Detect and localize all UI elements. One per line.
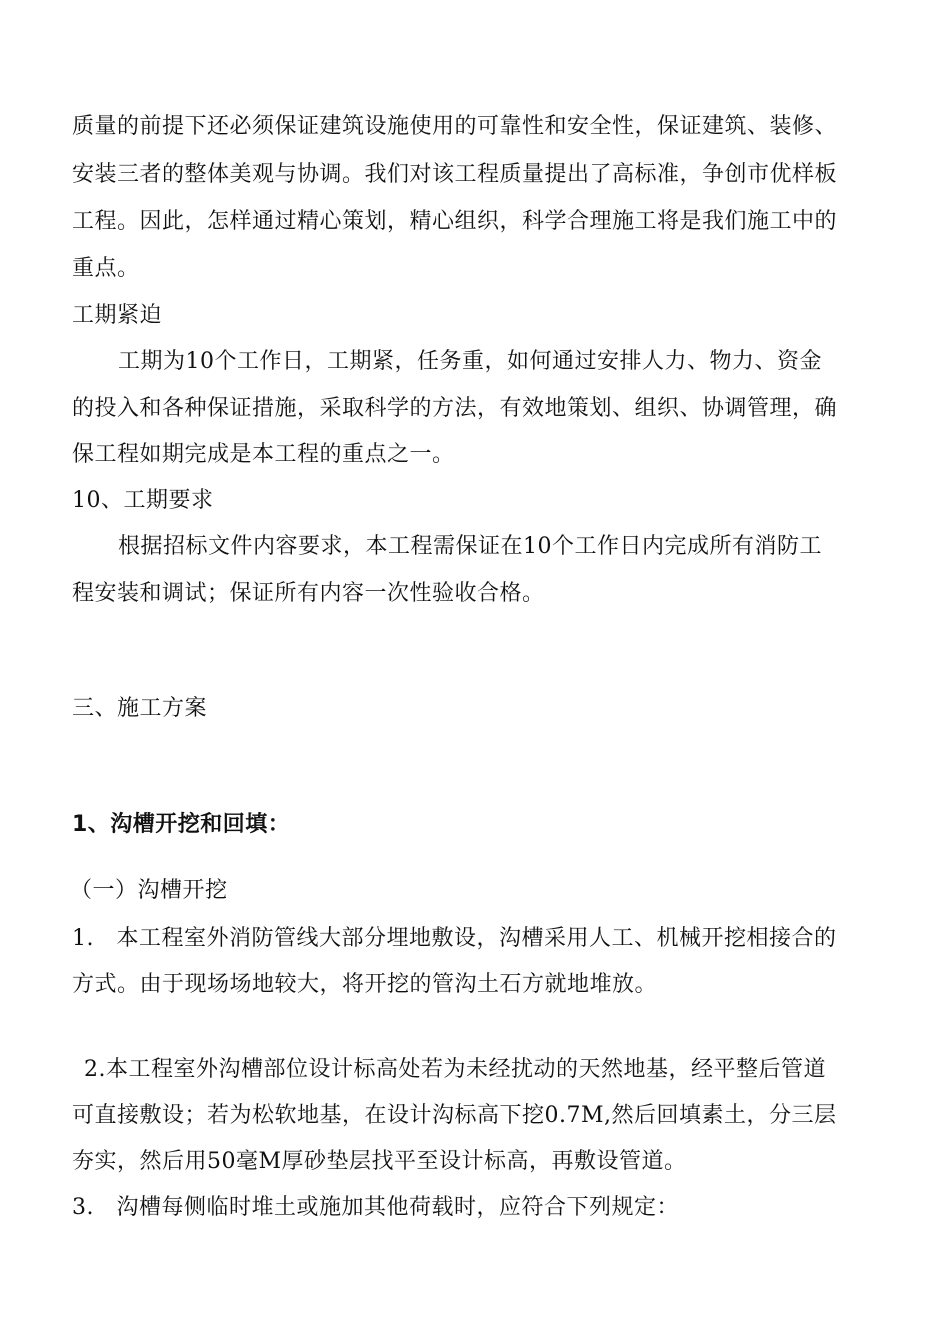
list-item-line: 3. 沟槽每侧临时堆土或施加其他荷载时，应符合下列规定：	[72, 1195, 679, 1220]
list-item-line: 可直接敷设；若为松软地基，在设计沟标高下挖0.7M,然后回填素土，分三层	[72, 1103, 837, 1128]
list-item-line: 2.本工程室外沟槽部位设计标高处若为未经扰动的天然地基，经平整后管道	[84, 1057, 826, 1082]
paragraph-line: 工期为10个工作日，工期紧，任务重，如何通过安排人力、物力、资金	[118, 349, 822, 374]
paragraph-line: 程安装和调试；保证所有内容一次性验收合格。	[72, 581, 545, 606]
paragraph-line: 重点。	[72, 256, 140, 281]
subsection-heading: 1、沟槽开挖和回填：	[72, 812, 291, 837]
paragraph-line: 工程。因此，怎样通过精心策划，精心组织，科学合理施工将是我们施工中的	[72, 209, 838, 234]
paragraph-line: 的投入和各种保证措施，采取科学的方法，有效地策划、组织、协调管理，确	[72, 396, 838, 421]
subsection-heading: （一）沟槽开挖	[70, 878, 228, 903]
section-heading: 10、工期要求	[72, 488, 214, 513]
paragraph-line: 根据招标文件内容要求，本工程需保证在10个工作日内完成所有消防工	[118, 534, 822, 559]
chapter-heading: 三、施工方案	[72, 696, 208, 721]
list-item-line: 方式。由于现场场地较大，将开挖的管沟土石方就地堆放。	[72, 972, 658, 997]
list-item-line: 1. 本工程室外消防管线大部分埋地敷设，沟槽采用人工、机械开挖相接合的	[72, 926, 837, 951]
section-heading: 工期紧迫	[72, 303, 163, 328]
list-item-line: 夯实，然后用50毫M厚砂垫层找平至设计标高，再敷设管道。	[72, 1149, 687, 1174]
paragraph-line: 质量的前提下还必须保证建筑设施使用的可靠性和安全性，保证建筑、装修、	[72, 114, 838, 139]
paragraph-line: 安装三者的整体美观与协调。我们对该工程质量提出了高标准，争创市优样板	[72, 162, 838, 187]
paragraph-line: 保工程如期完成是本工程的重点之一。	[72, 442, 455, 467]
